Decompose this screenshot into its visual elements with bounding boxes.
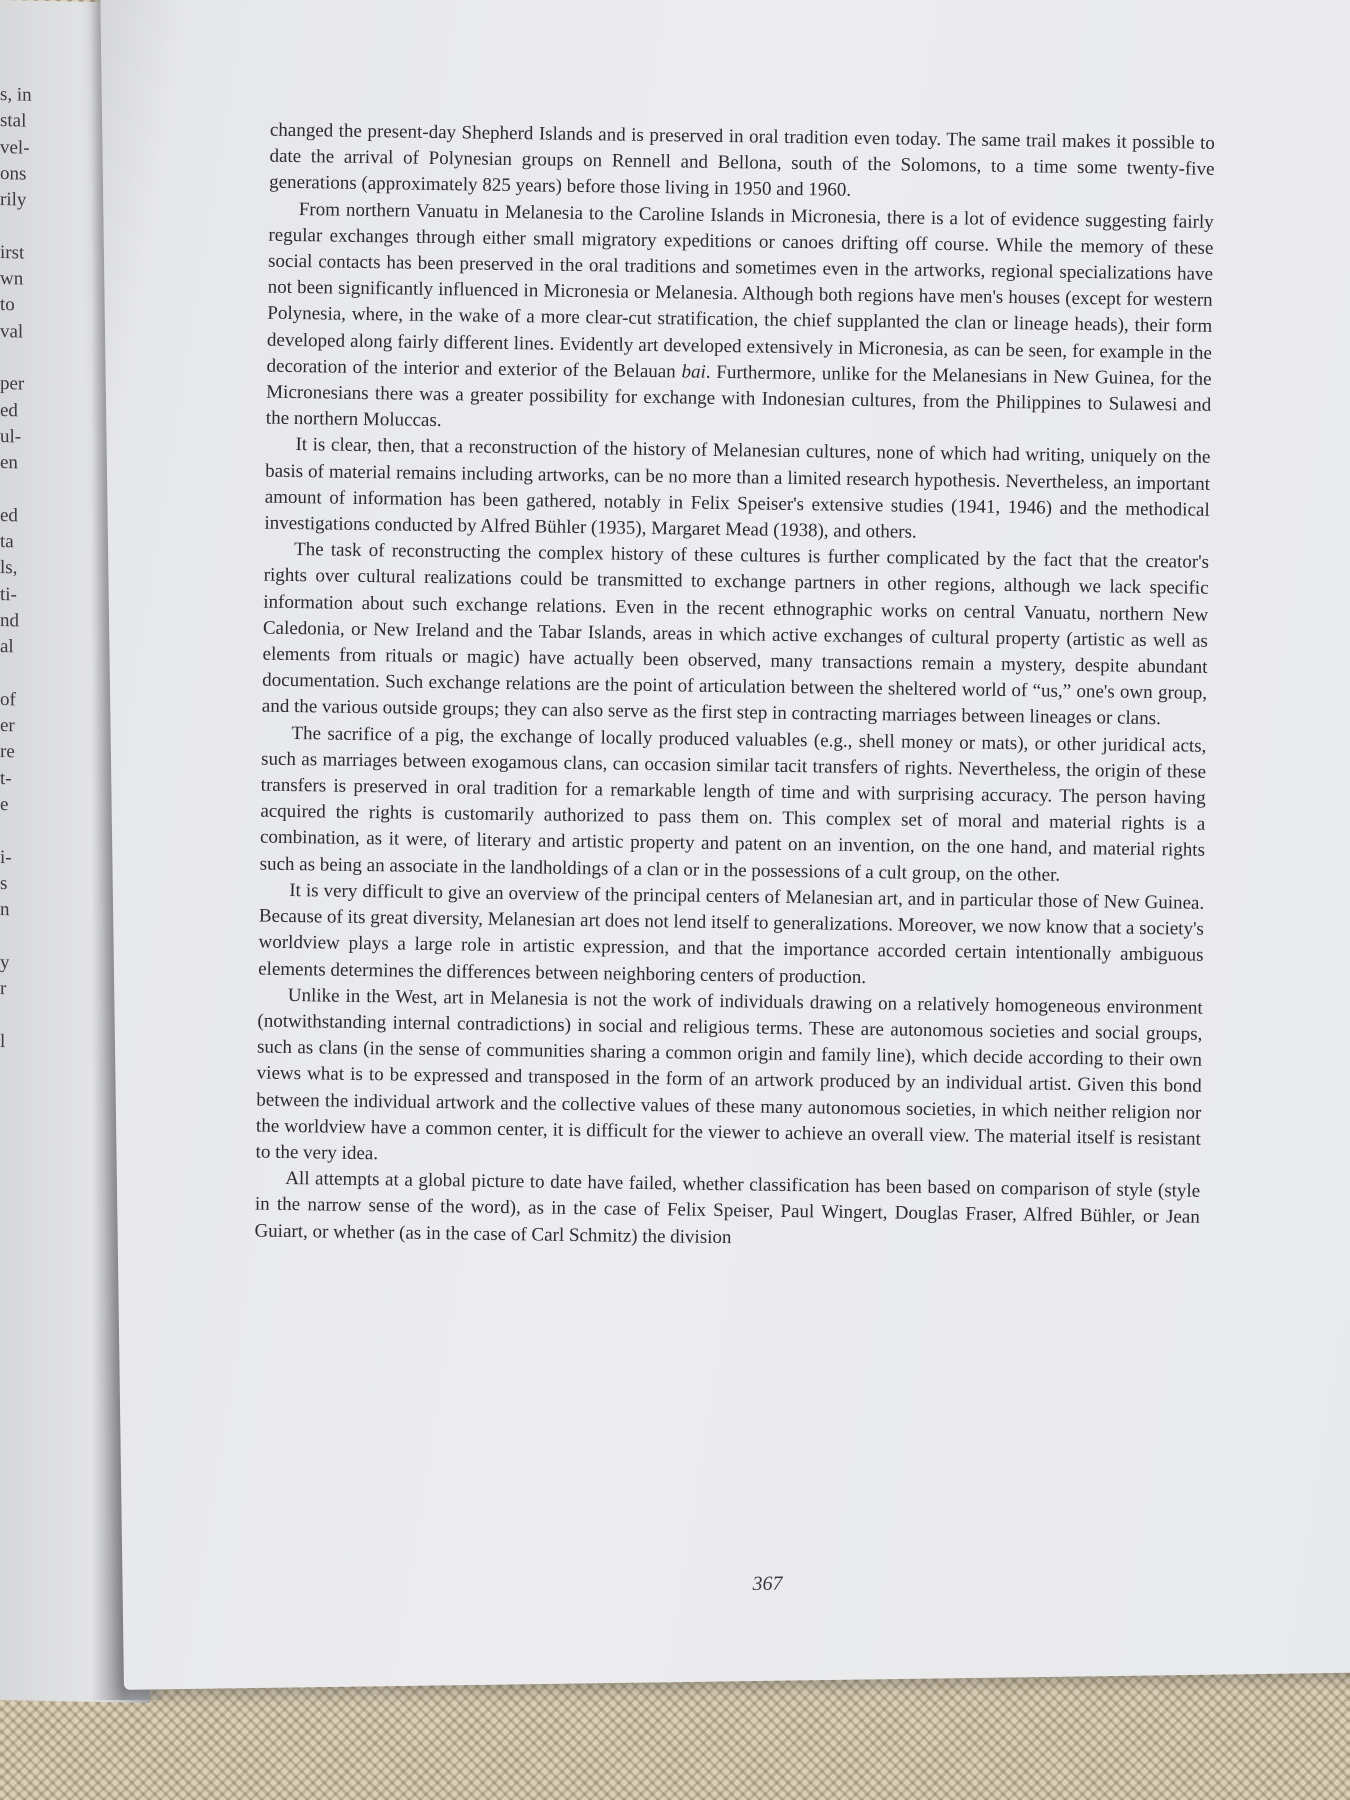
paragraph: changed the present-day Shepherd Islands and is preserved in oral tradition even today. The same trail makes it possible to date the arrival of Polynesian groups on Rennell and Bellona, south of the Solomons, to a time some twenty-five generations (approximately 825 years) before those living in 1950 and 1960.	[269, 119, 1215, 202]
fragment-line: ed	[0, 504, 18, 527]
paragraph: It is clear, then, that a reconstruction of the history of Melanesian cultures, none of which had writing, uniquely on the basis of material remains including artworks, can be no more than a limited research hypothesis. Nevertheless, an important amount of information has been gathered, notably in Felix Speiser's extensive studies (1941, 1946) and the methodical investigations conducted by Alfred Bühler (1935), Margaret Mead (1938), and others.	[264, 434, 1211, 543]
right-page	[100, 0, 1350, 1690]
fragment-line: re	[0, 741, 15, 763]
fragment-line: al	[0, 636, 14, 658]
fragment-line: s, in	[0, 84, 32, 106]
paragraph: Unlike in the West, art in Melanesia is not the work of individuals drawing on a relatively homogeneous environment (notwithstanding internal contradictions) in social and religious terms. These are autonomous societies and social groups, such as clans (in the sense of communities sharing a common origin and family line), which decide according to their own views what is to be expressed and transposed in the form of an artwork produced by an individual artist. Given this bond between the individual artwork and the collective values of these many autonomous societies, in which neither religion nor the worldview have a common center, it is difficult for the viewer to achieve an overall view. The material itself is resistant to the very idea.	[255, 984, 1203, 1165]
fragment-line	[0, 476, 40, 503]
fragment-line: en	[0, 452, 18, 474]
fragment-line: e	[0, 794, 9, 816]
page-number: 367	[752, 1572, 783, 1596]
fragment-line: ons	[0, 162, 27, 185]
fragment-line: ls,	[0, 557, 18, 579]
fragment-line: ti-	[0, 583, 17, 605]
fragment-line: val	[0, 320, 24, 343]
fragment-line	[0, 924, 40, 951]
fragment-line: l	[0, 1030, 6, 1052]
fragment-line: ta	[0, 531, 14, 553]
fragment-line: of	[0, 688, 16, 711]
fragment-line: irst	[0, 241, 25, 264]
fragment-line: rily	[0, 189, 27, 211]
fragment-line: vel-	[0, 136, 30, 159]
fragment-line: ed	[0, 399, 18, 421]
fragment-line: s	[0, 872, 8, 895]
fragment-line	[0, 213, 40, 240]
fragment-line: to	[0, 294, 15, 316]
paragraph: All attempts at a global picture to date have failed, whether classification has been based on comparison of style (style in the narrow sense of the word), as in the case of Felix Speiser, Paul Wingert, Douglas Fraser, Alfred Bühler, or Jean Guiart, or whether (as in the case of Carl Schmitz) the division	[254, 1168, 1201, 1248]
body-text	[254, 118, 1215, 1258]
paragraph: The task of reconstructing the complex history of these cultures is further complicated by the fact that the creator's rights over cultural realizations could be transmitted to exchange partners in other regions, although we lack specific information about such exchange relations. Even in the recent ethnographic works on central Vanuatu, northern New Caledonia, or New Ireland and the Tabar Islands, areas in which active exchanges of cultural property (artistic as well as elements from rituals or magic) have actually been observed, many transactions remain a mystery, despite abundant documentation. Such exchange relations are the point of articulation between the sheltered world of “us,” one's own group, and the various outside groups; they can also serve as the first step in contracting marriages between lineages or clans.	[261, 539, 1210, 730]
fragment-line: stal	[0, 110, 27, 132]
fragment-line: per	[0, 373, 25, 395]
left-page-text-fragments	[0, 82, 40, 1056]
fragment-line: wn	[0, 268, 24, 290]
fragment-line	[0, 661, 40, 688]
fragment-line	[0, 1002, 40, 1029]
fragment-line	[0, 345, 40, 372]
fragment-line: y	[0, 951, 10, 973]
fragment-line	[0, 818, 40, 845]
fragment-line: r	[0, 978, 7, 1000]
fragment-line: n	[0, 899, 10, 921]
fragment-line: er	[0, 715, 15, 737]
fragment-line: i-	[0, 846, 12, 868]
paragraph: It is very difficult to give an overview of the principal centers of Melanesian art, and in particular those of New Guinea. Because of its great diversity, Melanesian art does not lend itself to generalizations. Moreover, we now know that a society's worldview plays a large role in artistic expression, and that the importance accorded certain intentionally ambiguous elements determines the differences between neighboring centers of production.	[258, 879, 1205, 988]
paragraph: The sacrifice of a pig, the exchange of locally produced valuables (e.g., shell money or mats), or other juridical acts, such as marriages between exogamous clans, can occasion similar tacit transfers of rights. Nevertheless, the origin of these transfers is preserved in oral tradition for a remarkable length of time and with surprising accuracy. The person having acquired the rights is customarily authorized to pass them on. This complex set of moral and material rights is a combination, as it were, of literary and artistic property and patent on an invention, on the one hand, and material rights such as being an associate in the landholdings of a clan or in the possessions of a cult group, on the other.	[259, 722, 1207, 886]
fragment-line: nd	[0, 609, 19, 632]
fragment-line: ul-	[0, 425, 22, 448]
italic-term: bai	[681, 361, 706, 383]
fragment-line: t-	[0, 767, 12, 789]
paragraph: From northern Vanuatu in Melanesia to the Caroline Islands in Micronesia, there is a lot of evidence suggesting fairly regular exchanges through either small migratory expeditions or canoes drifting off course. While the memory of these social contacts has been preserved in the oral traditions and sometimes even in the artworks, regional specializations have not been significantly influenced in Micronesia or Melanesia. Although both regions have men's houses (except for western Polynesia, where, in the wake of a more clear-cut stratification, the chief supplanted the clan or lineage heads), their form developed along fairly different lines. Evidently art developed extensively in Micronesia, as can be seen, for example in the decoration of the interior and exterior of the Belauan bai. Furthermore, unlike for the Melanesians in New Guinea, for the Micronesians there was a greater possibility for exchange with Indonesian cultures, from the Philippines to Sulawesi and the northern Moluccas.	[265, 198, 1214, 432]
